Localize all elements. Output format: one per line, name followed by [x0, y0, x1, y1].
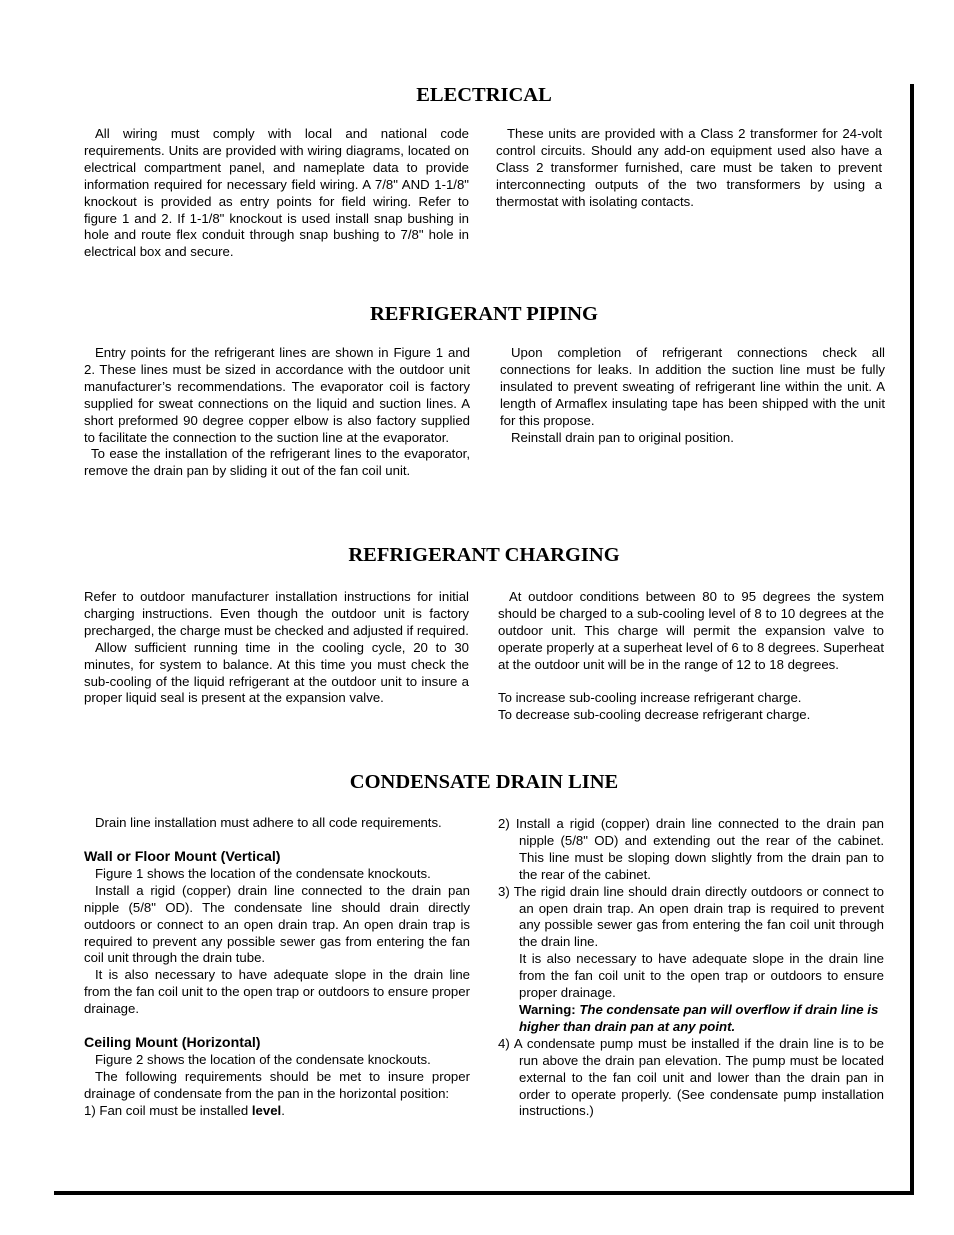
- wall-mount-heading: Wall or Floor Mount (Vertical): [84, 848, 281, 865]
- wall-mount-p1: Figure 1 shows the location of the condensate knockouts.: [95, 865, 431, 881]
- piping-right-p2: Reinstall drain pan to original position.: [511, 429, 734, 445]
- electrical-heading: ELECTRICAL: [416, 84, 552, 106]
- piping-heading: REFRIGERANT PIPING: [370, 303, 598, 325]
- electrical-left-column: [84, 126, 469, 261]
- drain-right-column: [498, 816, 884, 1120]
- drain-item-3-continued: It is also necessary to have adequate slope in the drain line from the fan coil unit to the open trap or outdoors to ensure proper drainage.: [519, 951, 884, 1001]
- ceiling-mount-p2: The following requirements should be met to insure proper drainage of condensate from the pan in the horizontal position:: [84, 1068, 470, 1101]
- drain-warning: [498, 1002, 884, 1036]
- drain-item-3: 3) The rigid drain line should drain directly outdoors or connect to an open drain trap. An open drain trap is required to prevent any possible sewer gas from entering the fan coil unit through the drain line.: [498, 883, 884, 950]
- charging-left-p2: Allow sufficient running time in the cooling cycle, 20 to 30 minutes, for system to balance. At this time you must check the sub-cooling of the liquid refrigerant at the outdoor unit to insure a proper liquid seal is present at the expansion valve.: [84, 639, 469, 706]
- drain-item-4: 4) A condensate pump must be installed if the drain line is to be run above the drain pan elevation. The pump must be located external to the fan coil unit and lower than the drain pan in order to operate properly. (See condensate pump installation instructions.): [498, 1035, 884, 1119]
- piping-left-column: [84, 345, 470, 480]
- ceiling-mount-heading: Ceiling Mount (Horizontal): [84, 1035, 261, 1052]
- ceiling-item-1-text: 1) Fan coil must be installed: [84, 1102, 252, 1118]
- page-border-right: [910, 84, 914, 1195]
- charging-right-p3: To decrease sub-cooling decrease refrigerant charge.: [498, 707, 811, 723]
- drain-intro: Drain line installation must adhere to all code requirements.: [95, 815, 442, 830]
- page-border-bottom: [54, 1191, 914, 1195]
- charging-right-p1: At outdoor conditions between 80 to 95 degrees the system should be charged to a sub-cooling level of 8 to 10 degrees at the outdoor unit. This charge will permit the expansion valve to operate properly at a superheat level of 6 to 8 degrees. Superheat at the outdoor unit will be in the range of 12 to 18 degrees.: [498, 589, 884, 672]
- ceiling-item-1-end: .: [281, 1102, 285, 1118]
- electrical-right-column: [496, 126, 882, 211]
- charging-left-column: [84, 589, 469, 707]
- piping-right-column: [500, 345, 885, 446]
- drain-item-2: 2) Install a rigid (copper) drain line connected to the drain pan nipple (5/8" OD) and extending out the rear of the cabinet. This line must be sloping down slightly from the drain pan to the rear of the cabinet.: [498, 816, 884, 882]
- charging-right-p2: To increase sub-cooling increase refrigerant charge.: [498, 690, 802, 706]
- warning-text: The condensate pan will overflow if drain line is higher than drain pan at any point.: [519, 1001, 879, 1034]
- electrical-right-text: These units are provided with a Class 2 transformer for 24-volt control circuits. Should any add-on equipment used also have a Class 2 transformer furnished, care must be taken to prevent interconnecting outputs of the two transformers by using a thermostat with isolating contacts.: [496, 126, 882, 209]
- drain-left-column: [84, 815, 470, 1120]
- ceiling-mount-p1: Figure 2 shows the location of the condensate knockouts.: [95, 1052, 431, 1068]
- drain-heading: CONDENSATE DRAIN LINE: [349, 771, 619, 793]
- wall-mount-p2: Install a rigid (copper) drain line connected to the drain pan nipple (5/8" OD). The condensate line should drain directly outdoors or connect to an open drain trap. An open drain trap is required to prevent any possible sewer gas from entering the fan coil unit through the drain tube.: [84, 882, 470, 966]
- charging-left-p1: Refer to outdoor manufacturer installation instructions for initial charging instructions. Even though the outdoor unit is factory precharged, the charge must be checked and adjusted if required.: [84, 589, 469, 638]
- ceiling-item-1: [84, 1103, 470, 1120]
- wall-mount-p3: It is also necessary to have adequate slope in the drain line from the fan coil unit to the open trap or outdoors to ensure proper drainage.: [84, 967, 470, 1017]
- electrical-left-text: All wiring must comply with local and national code requirements. Units are provided with wiring diagrams, located on electrical compartment panel, and nameplate data to provide information required for necessary field wiring. A 7/8" AND 1-1/8" knockout is provided as entry points for field wiring. Refer to figure 1 and 2. If 1-1/8" knockout is used install snap bushing in hole and route flex conduit through snap bushing to 7/8" hole in electrical box and secure.: [84, 126, 469, 260]
- piping-right-p1: Upon completion of refrigerant connections check all connections for leaks. In addition the suction line must be fully insulated to prevent sweating of refrigerant line within the unit. A length of Armaflex insulating tape has been shipped with the unit for this propose.: [500, 345, 885, 428]
- ceiling-item-1-bold: level: [251, 1102, 282, 1118]
- warning-label: Warning:: [519, 1001, 576, 1017]
- piping-left-p1: Entry points for the refrigerant lines are shown in Figure 1 and 2. These lines must be sized in accordance with the outdoor unit manufacturer’s recommendations. The evaporator coil is factory supplied for sweat connections on the liquid and suction lines. A short preformed 90 degree copper elbow is also factory supplied to facilitate the connection to the suction line at the evaporator.: [84, 345, 470, 445]
- charging-right-column: [498, 589, 884, 724]
- charging-heading: REFRIGERANT CHARGING: [348, 544, 620, 566]
- piping-left-p2: To ease the installation of the refrigerant lines to the evaporator, remove the drain pan by sliding it out of the fan coil unit.: [84, 446, 470, 479]
